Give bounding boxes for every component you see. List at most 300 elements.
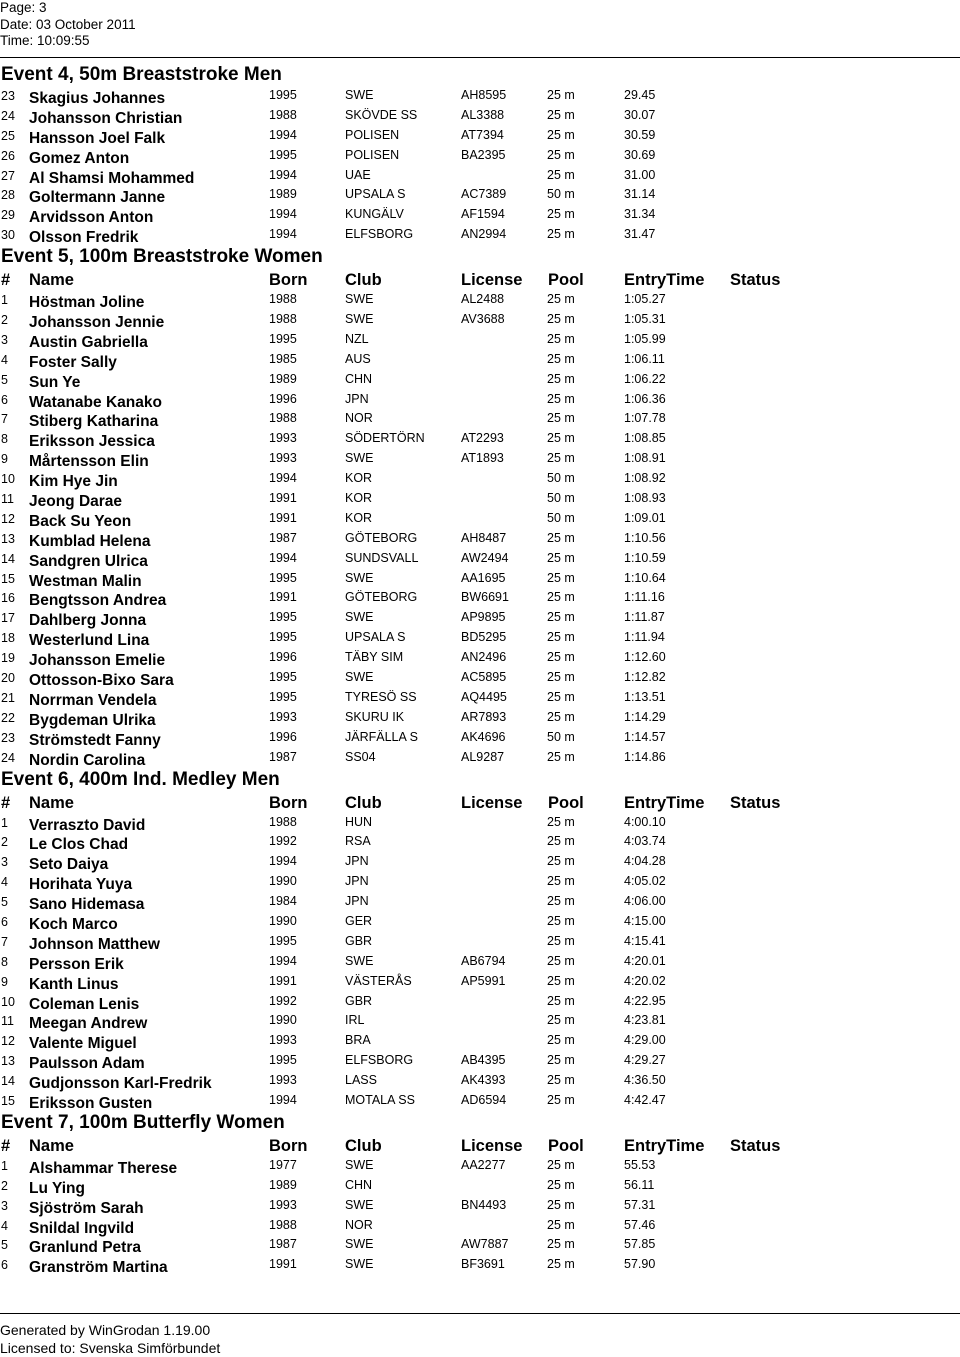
club-cell: SWE <box>345 670 374 685</box>
column-header-entry-time: EntryTime <box>624 1136 705 1155</box>
license-cell: AV3688 <box>461 312 505 327</box>
column-header-name: Name <box>29 1136 74 1155</box>
table-row <box>0 668 960 688</box>
born-cell: 1993 <box>269 1033 297 1048</box>
event-title: Event 5, 100m Breaststroke Women <box>1 246 323 268</box>
born-cell: 1994 <box>269 550 297 565</box>
footer-divider <box>0 1313 960 1314</box>
place-cell: 5 <box>1 895 8 910</box>
entry-time-cell: 1:08.92 <box>624 471 666 486</box>
pool-cell: 25 m <box>547 1053 575 1068</box>
print-date: Date: 03 October 2011 <box>0 16 136 32</box>
name-cell: Norrman Vendela <box>29 691 157 709</box>
table-row <box>0 205 960 225</box>
license-cell: AN2994 <box>461 227 507 242</box>
license-cell: AC5895 <box>461 670 507 685</box>
license-cell: AT2293 <box>461 431 504 446</box>
name-cell: Granström Martina <box>29 1259 168 1277</box>
place-cell: 13 <box>1 531 15 546</box>
column-header-place: # <box>1 271 11 290</box>
name-cell: Sun Ye <box>29 373 81 391</box>
table-row <box>0 972 960 992</box>
club-cell: SWE <box>345 953 374 968</box>
club-cell: NOR <box>345 411 373 426</box>
name-cell: Nordin Carolina <box>29 751 146 769</box>
license-cell: AK4393 <box>461 1073 506 1088</box>
club-cell: JPN <box>345 874 369 889</box>
results-content <box>0 63 960 1275</box>
event-section <box>0 1111 960 1275</box>
license-cell: AL2488 <box>461 292 505 307</box>
column-header-entry-time: EntryTime <box>624 793 705 812</box>
entry-time-cell: 1:08.91 <box>624 451 666 466</box>
license-cell: AP9895 <box>461 610 506 625</box>
place-cell: 29 <box>1 208 15 223</box>
club-cell: JPN <box>345 894 369 909</box>
born-cell: 1994 <box>269 854 297 869</box>
name-cell: Goltermann Janne <box>29 189 166 207</box>
license-cell: AD6594 <box>461 1092 507 1107</box>
column-header-entry-time: EntryTime <box>624 271 705 290</box>
license-cell: BN4493 <box>461 1197 507 1212</box>
entry-time-cell: 31.34 <box>624 207 656 222</box>
entry-time-cell: 1:11.94 <box>624 630 665 645</box>
license-cell: AC7389 <box>461 187 507 202</box>
born-cell: 1990 <box>269 1013 297 1028</box>
pool-cell: 25 m <box>547 1033 575 1048</box>
table-row <box>0 529 960 549</box>
column-headers <box>0 268 960 290</box>
place-cell: 4 <box>1 875 8 890</box>
entry-time-cell: 57.85 <box>624 1237 656 1252</box>
column-header-club: Club <box>345 1136 382 1155</box>
born-cell: 1995 <box>269 88 297 102</box>
pool-cell: 25 m <box>547 147 575 162</box>
column-headers <box>0 1134 960 1156</box>
entry-time-cell: 1:10.59 <box>624 550 666 565</box>
entry-time-cell: 31.00 <box>624 167 656 182</box>
pool-cell: 25 m <box>547 1073 575 1088</box>
place-cell: 25 <box>1 128 15 143</box>
club-cell: SS04 <box>345 749 376 764</box>
table-row <box>0 1071 960 1091</box>
pool-cell: 25 m <box>547 854 575 869</box>
license-cell: AT7394 <box>461 127 504 142</box>
place-cell: 7 <box>1 412 8 427</box>
born-cell: 1993 <box>269 1197 297 1212</box>
pool-cell: 25 m <box>547 107 575 122</box>
pool-cell: 25 m <box>547 1217 575 1232</box>
table-row <box>0 952 960 972</box>
club-cell: HUN <box>345 814 373 829</box>
table-row <box>0 852 960 872</box>
place-cell: 23 <box>1 730 15 745</box>
table-row <box>0 1051 960 1071</box>
pool-cell: 25 m <box>547 709 575 724</box>
pool-cell: 25 m <box>547 371 575 386</box>
place-cell: 13 <box>1 1054 15 1069</box>
name-cell: Kim Hye Jin <box>29 473 118 491</box>
entry-time-cell: 1:06.22 <box>624 371 666 386</box>
pool-cell: 25 m <box>547 451 575 466</box>
name-cell: Sjöström Sarah <box>29 1199 144 1217</box>
event-section <box>0 63 960 245</box>
name-cell: Lu Ying <box>29 1179 85 1197</box>
entry-time-cell: 56.11 <box>624 1177 655 1192</box>
entry-time-cell: 1:06.36 <box>624 391 666 406</box>
table-row <box>0 449 960 469</box>
name-cell: Arvidsson Anton <box>29 209 154 227</box>
born-cell: 1995 <box>269 610 297 625</box>
club-cell: BRA <box>345 1033 371 1048</box>
license-cell: BA2395 <box>461 147 506 162</box>
event-title: Event 7, 100m Butterfly Women <box>1 1111 285 1133</box>
pool-cell: 50 m <box>547 491 575 506</box>
born-cell: 1988 <box>269 411 297 426</box>
table-row <box>0 912 960 932</box>
pool-cell: 25 m <box>547 874 575 889</box>
club-cell: AUS <box>345 351 371 366</box>
column-header-status: Status <box>730 271 781 290</box>
entry-time-cell: 4:05.02 <box>624 874 666 889</box>
name-cell: Meegan Andrew <box>29 1015 148 1033</box>
entry-time-cell: 4:20.01 <box>624 953 666 968</box>
club-cell: KOR <box>345 491 373 506</box>
table-row <box>0 429 960 449</box>
born-cell: 1994 <box>269 167 297 182</box>
table-row <box>0 409 960 429</box>
table-row <box>0 330 960 350</box>
license-cell: AK4696 <box>461 729 506 744</box>
page-footer <box>0 1321 220 1357</box>
name-cell: Alshammar Therese <box>29 1159 178 1177</box>
born-cell: 1995 <box>269 147 297 162</box>
place-cell: 16 <box>1 591 15 606</box>
born-cell: 1994 <box>269 953 297 968</box>
entry-time-cell: 30.59 <box>624 127 656 142</box>
name-cell: Westerlund Lina <box>29 632 150 650</box>
place-cell: 12 <box>1 1034 15 1049</box>
name-cell: Skagius Johannes <box>29 90 166 107</box>
license-cell: AB4395 <box>461 1053 506 1068</box>
born-cell: 1989 <box>269 1177 297 1192</box>
table-row <box>0 489 960 509</box>
born-cell: 1977 <box>269 1157 297 1172</box>
born-cell: 1993 <box>269 451 297 466</box>
club-cell: CHN <box>345 371 373 386</box>
entry-time-cell: 1:05.27 <box>624 292 666 307</box>
pool-cell: 25 m <box>547 227 575 242</box>
name-cell: Dahlberg Jonna <box>29 612 147 630</box>
name-cell: Le Clos Chad <box>29 836 129 854</box>
column-header-club: Club <box>345 271 382 290</box>
place-cell: 17 <box>1 611 15 626</box>
place-cell: 1 <box>1 1158 8 1173</box>
entry-time-cell: 1:10.56 <box>624 530 666 545</box>
born-cell: 1996 <box>269 650 297 665</box>
club-cell: GBR <box>345 933 373 948</box>
pool-cell: 25 m <box>547 411 575 426</box>
print-time: Time: 10:09:55 <box>0 33 90 48</box>
place-cell: 30 <box>1 228 15 243</box>
entry-time-cell: 4:23.81 <box>624 1013 666 1028</box>
license-cell: AW2494 <box>461 550 509 565</box>
place-cell: 7 <box>1 934 8 949</box>
name-cell: Ottosson-Bixo Sara <box>29 672 174 690</box>
name-cell: Back Su Yeon <box>29 512 132 530</box>
born-cell: 1994 <box>269 227 297 242</box>
license-cell: AL3388 <box>461 107 505 122</box>
club-cell: CHN <box>345 1177 373 1192</box>
name-cell: Coleman Lenis <box>29 995 140 1013</box>
entry-time-cell: 55.53 <box>624 1157 656 1172</box>
name-cell: Eriksson Jessica <box>29 433 155 451</box>
name-cell: Höstman Joline <box>29 294 145 312</box>
born-cell: 1991 <box>269 510 297 525</box>
pool-cell: 25 m <box>547 834 575 849</box>
born-cell: 1989 <box>269 187 297 202</box>
club-cell: NZL <box>345 331 369 346</box>
place-cell: 3 <box>1 1198 8 1213</box>
pool-cell: 25 m <box>547 1237 575 1252</box>
license-cell: AA1695 <box>461 570 506 585</box>
entry-time-cell: 1:08.85 <box>624 431 666 446</box>
name-cell: Olsson Fredrik <box>29 229 139 247</box>
column-headers <box>0 791 960 813</box>
table-row <box>0 992 960 1012</box>
table-row <box>0 1156 960 1176</box>
place-cell: 20 <box>1 671 15 686</box>
born-cell: 1991 <box>269 590 297 605</box>
place-cell: 6 <box>1 1258 8 1273</box>
born-cell: 1989 <box>269 371 297 386</box>
column-header-born: Born <box>269 1136 308 1155</box>
table-row <box>0 1011 960 1031</box>
entry-time-cell: 1:08.93 <box>624 491 666 506</box>
license-cell: AT1893 <box>461 451 504 466</box>
entry-time-cell: 4:29.27 <box>624 1053 666 1068</box>
born-cell: 1996 <box>269 729 297 744</box>
pool-cell: 25 m <box>547 993 575 1008</box>
born-cell: 1988 <box>269 312 297 327</box>
table-row <box>0 648 960 668</box>
name-cell: Kumblad Helena <box>29 532 151 550</box>
place-cell: 2 <box>1 835 8 850</box>
name-cell: Seto Daiya <box>29 856 109 874</box>
name-cell: Jeong Darae <box>29 493 123 511</box>
pool-cell: 25 m <box>547 1177 575 1192</box>
born-cell: 1995 <box>269 933 297 948</box>
table-row <box>0 106 960 126</box>
pool-cell: 25 m <box>547 894 575 909</box>
license-cell: AH8487 <box>461 530 507 545</box>
table-row <box>0 1235 960 1255</box>
place-cell: 21 <box>1 690 15 705</box>
name-cell: Granlund Petra <box>29 1239 141 1257</box>
entry-time-cell: 1:10.64 <box>624 570 666 585</box>
entry-time-cell: 29.45 <box>624 88 656 102</box>
born-cell: 1994 <box>269 207 297 222</box>
pool-cell: 25 m <box>547 570 575 585</box>
table-row <box>0 708 960 728</box>
entry-time-cell: 1:09.01 <box>624 510 666 525</box>
name-cell: Johnson Matthew <box>29 935 160 953</box>
born-cell: 1985 <box>269 351 297 366</box>
page-header <box>0 0 136 50</box>
pool-cell: 25 m <box>547 1257 575 1272</box>
entry-time-cell: 4:42.47 <box>624 1092 666 1107</box>
place-cell: 8 <box>1 432 8 447</box>
club-cell: JÄRFÄLLA S <box>345 729 418 744</box>
club-cell: JPN <box>345 391 369 406</box>
club-cell: LASS <box>345 1073 377 1088</box>
entry-time-cell: 4:00.10 <box>624 814 666 829</box>
club-cell: UPSALA S <box>345 630 406 645</box>
pool-cell: 25 m <box>547 933 575 948</box>
club-cell: SWE <box>345 88 374 102</box>
entry-time-cell: 1:06.11 <box>624 351 665 366</box>
name-cell: Gudjonsson Karl-Fredrik <box>29 1075 212 1093</box>
license-cell: BF3691 <box>461 1257 505 1272</box>
born-cell: 1993 <box>269 431 297 446</box>
born-cell: 1992 <box>269 993 297 1008</box>
table-row <box>0 932 960 952</box>
license-cell: AA2277 <box>461 1157 506 1172</box>
club-cell: IRL <box>345 1013 365 1028</box>
place-cell: 10 <box>1 994 15 1009</box>
table-row <box>0 126 960 146</box>
license-cell: AB6794 <box>461 953 506 968</box>
born-cell: 1988 <box>269 1217 297 1232</box>
club-cell: RSA <box>345 834 371 849</box>
club-cell: SWE <box>345 1157 374 1172</box>
club-cell: GÖTEBORG <box>345 590 418 605</box>
born-cell: 1995 <box>269 570 297 585</box>
pool-cell: 25 m <box>547 953 575 968</box>
pool-cell: 25 m <box>547 630 575 645</box>
table-row <box>0 370 960 390</box>
entry-time-cell: 57.46 <box>624 1217 656 1232</box>
place-cell: 15 <box>1 571 15 586</box>
column-header-place: # <box>1 793 11 812</box>
place-cell: 6 <box>1 914 8 929</box>
license-cell: AL9287 <box>461 749 505 764</box>
pool-cell: 25 m <box>547 670 575 685</box>
born-cell: 1991 <box>269 1257 297 1272</box>
club-cell: SKURU IK <box>345 709 405 724</box>
place-cell: 3 <box>1 332 8 347</box>
entry-time-cell: 57.90 <box>624 1257 656 1272</box>
table-row <box>0 1196 960 1216</box>
pool-cell: 25 m <box>547 391 575 406</box>
entry-time-cell: 30.69 <box>624 147 656 162</box>
entry-time-cell: 1:05.31 <box>624 312 666 327</box>
event-section <box>0 768 960 1111</box>
name-cell: Sandgren Ulrica <box>29 552 148 570</box>
place-cell: 11 <box>1 492 14 507</box>
table-row <box>0 390 960 410</box>
club-cell: ELFSBORG <box>345 1053 414 1068</box>
entry-time-cell: 31.14 <box>624 187 656 202</box>
column-header-club: Club <box>345 793 382 812</box>
place-cell: 14 <box>1 551 15 566</box>
club-cell: GÖTEBORG <box>345 530 418 545</box>
pool-cell: 25 m <box>547 749 575 764</box>
pool-cell: 25 m <box>547 1092 575 1107</box>
entry-time-cell: 4:22.95 <box>624 993 666 1008</box>
born-cell: 1988 <box>269 292 297 307</box>
born-cell: 1994 <box>269 127 297 142</box>
place-cell: 10 <box>1 472 15 487</box>
entry-time-cell: 1:13.51 <box>624 689 666 704</box>
entry-time-cell: 4:20.02 <box>624 973 666 988</box>
column-header-pool: Pool <box>548 1136 584 1155</box>
club-cell: POLISEN <box>345 127 400 142</box>
table-row <box>0 1176 960 1196</box>
place-cell: 26 <box>1 148 15 163</box>
pool-cell: 25 m <box>547 207 575 222</box>
place-cell: 4 <box>1 1218 8 1233</box>
name-cell: Johansson Christian <box>29 109 183 127</box>
born-cell: 1984 <box>269 894 297 909</box>
name-cell: Watanabe Kanako <box>29 393 162 411</box>
club-cell: TYRESÖ SS <box>345 689 417 704</box>
place-cell: 24 <box>1 108 15 123</box>
pool-cell: 50 m <box>547 510 575 525</box>
place-cell: 23 <box>1 89 15 103</box>
name-cell: Al Shamsi Mohammed <box>29 169 195 187</box>
column-header-pool: Pool <box>548 793 584 812</box>
name-cell: Bengtsson Andrea <box>29 592 167 610</box>
entry-time-cell: 57.31 <box>624 1197 656 1212</box>
license-cell: AF1594 <box>461 207 505 222</box>
table-row <box>0 469 960 489</box>
entry-time-cell: 1:14.57 <box>624 729 666 744</box>
name-cell: Johansson Jennie <box>29 314 165 332</box>
name-cell: Westman Malin <box>29 572 142 590</box>
born-cell: 1988 <box>269 107 297 122</box>
club-cell: KUNGÄLV <box>345 207 404 222</box>
entry-time-cell: 4:15.00 <box>624 913 666 928</box>
header-divider <box>0 57 960 58</box>
name-cell: Johansson Emelie <box>29 652 166 670</box>
column-header-name: Name <box>29 793 74 812</box>
table-row <box>0 509 960 529</box>
club-cell: SWE <box>345 312 374 327</box>
born-cell: 1988 <box>269 814 297 829</box>
born-cell: 1995 <box>269 630 297 645</box>
pool-cell: 25 m <box>547 351 575 366</box>
club-cell: NOR <box>345 1217 373 1232</box>
pool-cell: 25 m <box>547 431 575 446</box>
generated-by: Generated by WinGrodan 1.19.00 <box>0 1322 211 1338</box>
place-cell: 9 <box>1 452 8 467</box>
place-cell: 24 <box>1 750 15 765</box>
entry-time-cell: 4:06.00 <box>624 894 666 909</box>
pool-cell: 25 m <box>547 550 575 565</box>
column-header-status: Status <box>730 793 781 812</box>
table-row <box>0 628 960 648</box>
place-cell: 6 <box>1 392 8 407</box>
club-cell: SKÖVDE SS <box>345 107 418 122</box>
place-cell: 18 <box>1 631 15 646</box>
pool-cell: 25 m <box>547 292 575 307</box>
table-row <box>0 86 960 106</box>
name-cell: Snildal Ingvild <box>29 1219 135 1237</box>
entry-time-cell: 31.47 <box>624 227 656 242</box>
table-row <box>0 166 960 186</box>
place-cell: 12 <box>1 511 15 526</box>
